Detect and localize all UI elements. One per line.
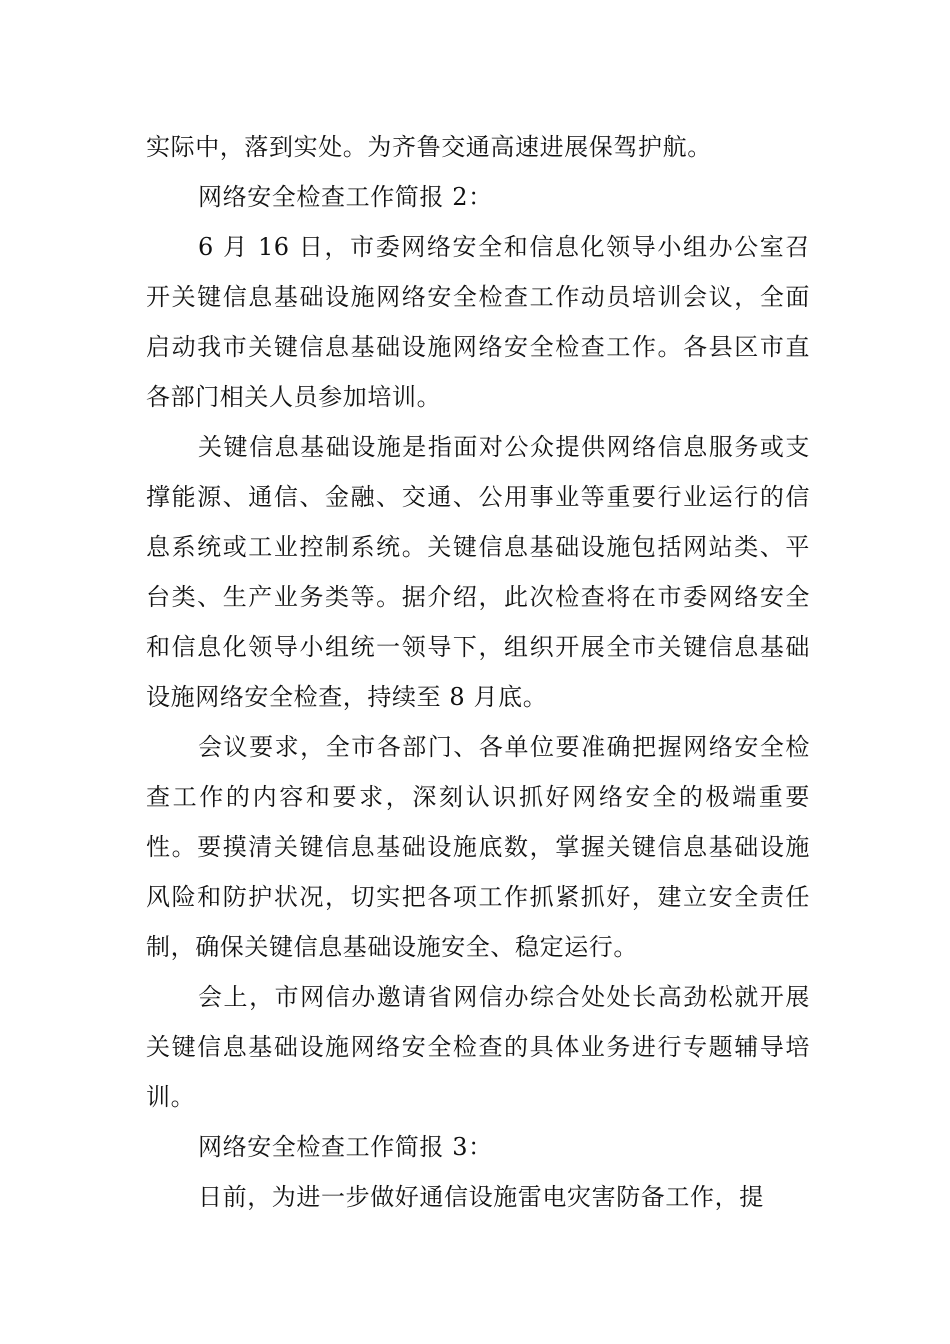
paragraph-meeting-intro: 6 月 16 日，市委网络安全和信息化领导小组办公室召开关键信息基础设施网络安全检查工作动员培训会议，全面启动我市关键信息基础设施网络安全检查工作。各县区市直各部门相关人员参加培训。 <box>146 233 810 411</box>
paragraph-training: 会上，市网信办邀请省网信办综合处处长高劲松就开展关键信息基础设施网络安全检查的具体业务进行专题辅导培训。 <box>146 983 810 1111</box>
section-heading-report-3: 网络安全检查工作简报 3： <box>198 1133 493 1161</box>
paragraph-continuation: 实际中，落到实处。为齐鲁交通高速进展保驾护航。 <box>146 133 712 161</box>
paragraph-lightning-intro: 日前，为进一步做好通信设施雷电灾害防备工作，提 <box>198 1183 764 1211</box>
paragraph-meeting-requirements: 会议要求，全市各部门、各单位要准确把握网络安全检查工作的内容和要求，深刻认识抓好网络安全的极端重要性。要摸清关键信息基础设施底数，掌握关键信息基础设施风险和防护状况，切实把各项工作抓紧抓好，建立安全责任制，确保关键信息基础设施安全、稳定运行。 <box>146 733 810 961</box>
paragraph-infrastructure-definition: 关键信息基础设施是指面对公众提供网络信息服务或支撑能源、通信、金融、交通、公用事业等重要行业运行的信息系统或工业控制系统。关键信息基础设施包括网站类、平台类、生产业务类等。据介绍，此次检查将在市委网络安全和信息化领导小组统一领导下，组织开展全市关键信息基础设施网络安全检查，持续至 8 月底。 <box>146 433 810 711</box>
document-body <box>146 122 810 1222</box>
section-heading-report-2: 网络安全检查工作简报 2： <box>198 183 493 211</box>
